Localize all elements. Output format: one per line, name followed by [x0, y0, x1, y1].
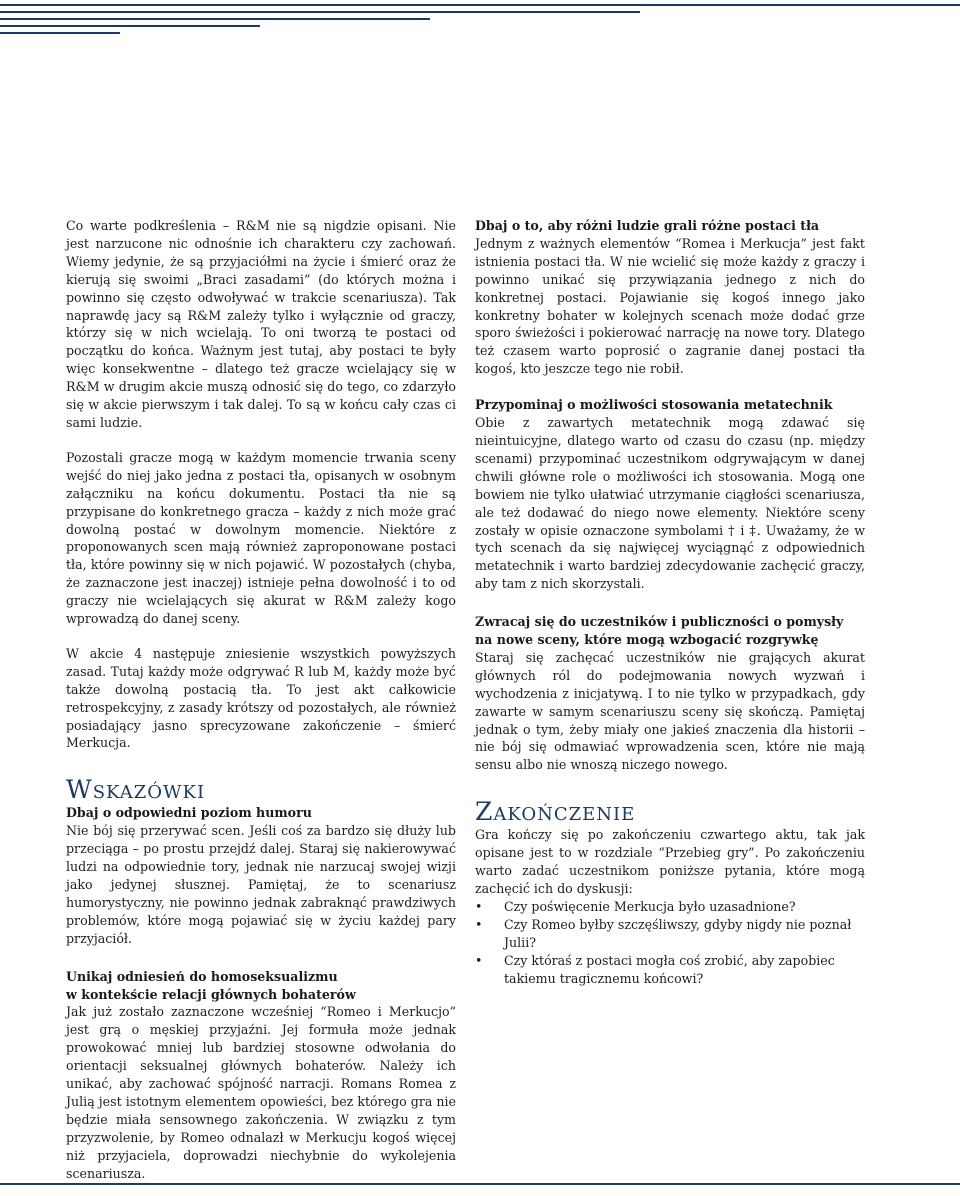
question-text: Czy Romeo byłby szczęśliwszy, gdyby nigdy nie poznał Julii?	[504, 916, 852, 950]
bottom-divider	[0, 1183, 960, 1185]
tip-homosexuality-text: Jak już zostało zaznaczone wcześniej “Romeo i Merkucjo” jest grą o męskiej przyjaźni. Jej formuła może jednak prowokować mniej lub bardziej stosowne odwołania do orientacji seksualnej głównych bohaterów. Należy ich unikać, aby zachować spójność narracji. Romans Romea z Julią jest istotnym elementem opowieści, bez którego gra nie będzie miała sensownego zakończenia. W związku z tym przyzwolenie, by Romeo odnalazł w Merkucju kogoś więcej niż przyjaciela, doprowadzi niechybnie do wykolejenia scenariusza.	[66, 1004, 456, 1181]
stripe	[0, 11, 640, 13]
intro-paragraph-1: Co warte podkreślenia – R&M nie są nigdzie opisani. Nie jest narzucone nic odnośnie ich charakteru czy zachowań. Wiemy jedynie, że są przyjaciółmi na życie i śmierć oraz że kierują się swoimi „Braci zasadami” (do których można i powinno się często odwoływać w trakcie scenariusza). Tak naprawdę jacy są R&M zależy tylko i wyłącznie od graczy, którzy się w nich wcielają. To oni tworzą te postaci od początku do końca. Ważnym jest tutaj, aby postaci te były więc konsekwentne – dlatego też gracze wcielający się w R&M w drugim akcie muszą odnosić się do tego, co zdarzyło się w akcie pierwszym i tak dalej. To są w końcu cały czas ci sami ludzie.	[66, 218, 456, 430]
tip-ideas-heading-line1: Zwracaj się do uczestników i publiczności o pomysły	[475, 614, 844, 630]
stripe	[0, 25, 260, 27]
stripe	[0, 4, 960, 6]
top-decorative-stripes	[0, 0, 960, 40]
zakonczenie-text: Gra kończy się po zakończeniu czwartego aktu, tak jak opisane jest to w rozdziale “Przebieg gry”. Po zakończeniu warto zadać uczestnikom poniższe pytania, które mogą zachęcić ich do dyskusji:	[475, 827, 865, 896]
tip-homosexuality-heading-line1: Unikaj odniesień do homoseksualizmu	[66, 968, 338, 984]
question-text: Czy poświęcenie Merkucja było uzasadnione?	[504, 898, 796, 914]
list-item	[475, 898, 865, 916]
tip-humor-heading: Dbaj o odpowiedni poziom humoru	[66, 805, 312, 821]
stripe	[0, 18, 430, 20]
list-item	[475, 952, 865, 988]
discussion-questions-list	[475, 898, 865, 988]
tip-background-characters-text: Jednym z ważnych elementów “Romea i Merkucja” jest fakt istnienia postaci tła. W nie wcielić się może każdy z graczy i powinno unikać się przywiązania jednego z nich do konkretnej postaci. Pojawianie się kogoś innego jako konkretny bohater w kolejnych scenach może dodać grze sporo świeżości i pokierować narrację na nowe tory. Dlatego też czasem warto poprosić o zagranie danej postaci tła kogoś, kto jeszcze tego nie robił.	[475, 235, 865, 377]
tip-background-characters-heading: Dbaj o to, aby różni ludzie grali różne postaci tła	[475, 218, 820, 233]
tip-humor-text: Nie bój się przerywać scen. Jeśli coś za bardzo się dłuży lub przeciąga – po prostu przejdź dalej. Staraj się nakierowywać ludzi na odpowiednie tory, jednak nie narzucaj swojej wizji jako jedynej słusznej. Pamiętaj, że to scenariusz humorystyczny, nie powinno jednak zabraknąć prawdziwych problemów, które mogą pojawiać się w życiu każdej pary przyjaciół.	[66, 823, 456, 946]
left-column	[66, 217, 456, 1183]
tip-ideas-heading-line2: na nowe sceny, które mogą wzbogacić rozgrywkę	[475, 632, 819, 648]
bullet-icon: •	[475, 898, 483, 914]
bullet-icon: •	[475, 952, 483, 968]
bullet-icon: •	[475, 916, 483, 932]
stripe	[0, 32, 120, 34]
tip-metatechniques-text: Obie z zawartych metatechnik mogą zdawać się nieintuicyjne, dlatego warto od czasu do czasu (np. między scenami) przypominać uczestnikom odgrywającym w danej chwili główne role o możliwości ich stosowania. Mogą one bowiem nie tylko ułatwiać utrzymanie ciągłości scenariusza, ale też dodawać do niego nowe elementy. Niektóre sceny zostały w opisie oznaczone symbolami † i ‡. Uważamy, że w tych scenach da się najwięcej wyciągnąć z odpowiednich metatechnik i warto bardziej zdecydowanie zachęcić graczy, aby tam z nich skorzystali.	[475, 415, 865, 592]
tip-homosexuality-heading-line2: w kontekście relacji głównych bohaterów	[66, 986, 356, 1002]
right-column	[475, 217, 865, 987]
tip-metatechniques-heading: Przypominaj o możliwości stosowania metatechnik	[475, 397, 833, 413]
list-item	[475, 916, 865, 952]
question-text: Czy któraś z postaci mogła coś zrobić, aby zapobiec takiemu tragicznemu końcowi?	[504, 952, 835, 986]
tip-ideas-text: Staraj się zachęcać uczestników nie grających akurat głównych ról do podejmowania nowych wyzwań i wychodzenia z inicjatywą. I to nie tylko w przypadkach, gdy zawarte w samym scenariuszu sceny się skończą. Pamiętaj jednak o tym, żeby miały one jakieś znaczenia dla historii – nie bój się odmawiać wprowadzenia scen, które nie mają sensu albo nie wnoszą niczego nowego.	[475, 649, 865, 773]
intro-paragraph-3: W akcie 4 następuje zniesienie wszystkich powyższych zasad. Tutaj każdy może odgrywać R lub M, każdy może być także dowolną postacią tła. To jest akt całkowicie retrospekcyjny, z zasady krótszy od pozostałych, ale również posiadający jasno sprecyzowane zakończenie – śmierć Merkucja.	[66, 645, 456, 751]
wskazowki-heading: Wskazówki	[66, 775, 206, 805]
intro-paragraph-2: Pozostali gracze mogą w każdym momencie trwania sceny wejść do niej jako jedna z postaci tła, opisanych w osobnym załączniku na końcu dokumentu. Postaci tła nie są przypisane do konkretnego gracza – każdy z nich może grać dowolną postać w dowolnym momencie. Niektóre z proponowanych scen mają również zaproponowane postaci tła, które powinny się w nich pojawić. W pozostałych (chyba, że zaznaczone jest inaczej) istnieje pełna dowolność i to od graczy nie wcielających się akurat w R&M zależy kogo wprowadzą do danej sceny.	[66, 449, 456, 627]
zakonczenie-heading: Zakończenie	[475, 797, 636, 827]
